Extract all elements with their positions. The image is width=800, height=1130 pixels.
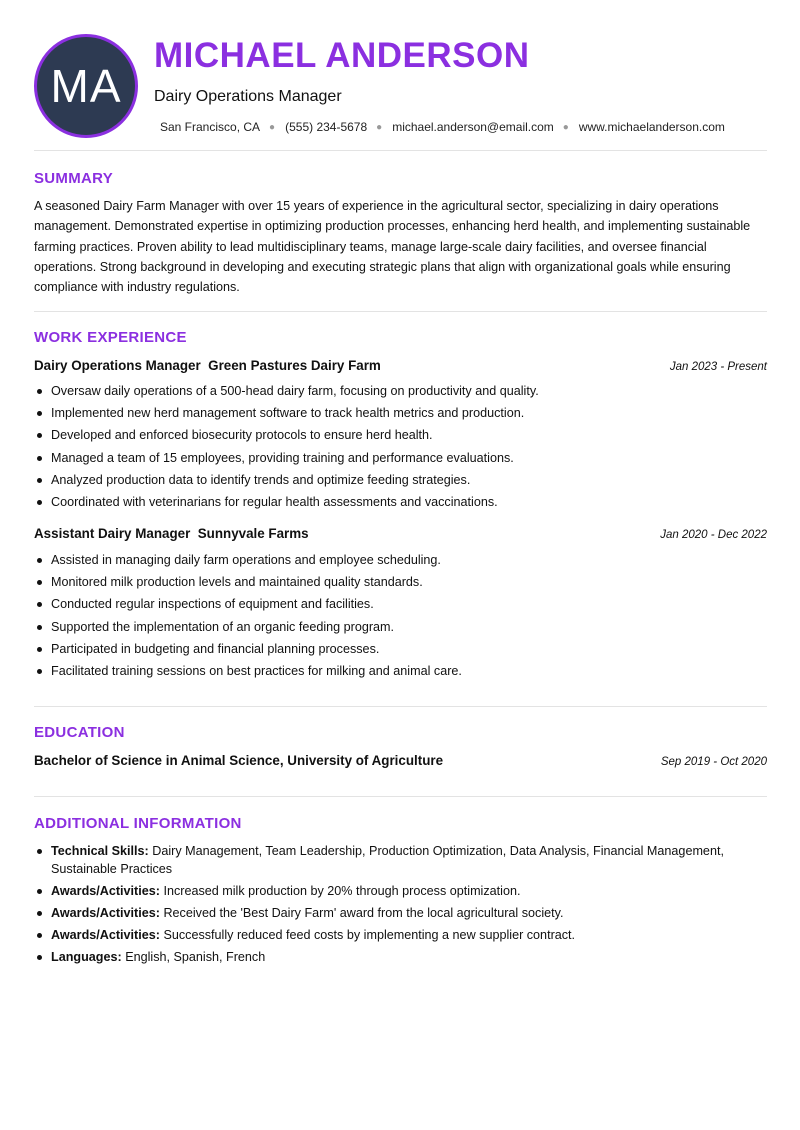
info-text: English, Spanish, French (125, 950, 266, 964)
job-dates: Jan 2023 - Present (669, 361, 767, 373)
list-item (34, 926, 767, 944)
info-label: Awards/Activities: (51, 884, 160, 898)
list-item: Analyzed production data to identify trends and optimize feeding strategies. (34, 469, 767, 491)
job-role: Dairy Operations Manager (34, 358, 201, 373)
list-item: Coordinated with veterinarians for regular health assessments and vaccinations. (34, 491, 767, 513)
list-item: Oversaw daily operations of a 500-head dairy farm, focusing on productivity and quality. (34, 380, 767, 402)
education-entry (34, 753, 767, 768)
job-company: Green Pastures Dairy Farm (208, 358, 381, 373)
summary-heading: SUMMARY (34, 170, 114, 187)
work-experience-heading: WORK EXPERIENCE (34, 329, 187, 346)
dot-separator-icon: ● (562, 121, 569, 133)
education-dates: Sep 2019 - Oct 2020 (660, 756, 767, 768)
job-entry-header (34, 526, 767, 541)
job-role: Assistant Dairy Manager (34, 526, 191, 541)
info-text: Increased milk production by 20% through process optimization. (163, 884, 521, 898)
list-item: Supported the implementation of an organic feeding program. (34, 616, 767, 638)
additional-info-list (34, 842, 767, 970)
degree: Bachelor of Science in Animal Science, University of Agriculture (34, 753, 444, 768)
avatar (34, 34, 138, 138)
list-item: Monitored milk production levels and maintained quality standards. (34, 571, 767, 593)
job-bullet-list (34, 549, 767, 682)
list-item: Facilitated training sessions on best practices for milking and animal care. (34, 660, 767, 682)
contact-location: San Francisco, CA (160, 120, 261, 134)
section-divider (34, 796, 767, 797)
education-heading: EDUCATION (34, 724, 125, 741)
list-item (34, 842, 767, 878)
info-text: Received the 'Best Dairy Farm' award from the local agricultural society. (163, 906, 564, 920)
job-title: Dairy Operations Manager (154, 88, 342, 105)
contact-website[interactable]: www.michaelanderson.com (578, 120, 725, 134)
dot-separator-icon: ● (269, 121, 276, 133)
job-bullet-list (34, 380, 767, 513)
list-item: Managed a team of 15 employees, providing training and performance evaluations. (34, 447, 767, 469)
list-item (34, 904, 767, 922)
candidate-name: MICHAEL ANDERSON (154, 36, 530, 75)
contact-line (160, 120, 725, 134)
avatar-initials: MA (50, 60, 122, 112)
job-role-company (34, 526, 309, 541)
section-divider (34, 150, 767, 151)
info-label: Awards/Activities: (51, 928, 160, 942)
dot-separator-icon: ● (376, 121, 383, 133)
job-dates: Jan 2020 - Dec 2022 (660, 529, 767, 541)
job-entry-header (34, 358, 767, 373)
section-divider (34, 311, 767, 312)
list-item (34, 882, 767, 900)
job-company: Sunnyvale Farms (197, 526, 309, 541)
section-divider (34, 706, 767, 707)
info-label: Technical Skills: (51, 844, 149, 858)
list-item: Participated in budgeting and financial planning processes. (34, 638, 767, 660)
info-label: Awards/Activities: (51, 906, 160, 920)
contact-email[interactable]: michael.anderson@email.com (392, 120, 554, 134)
job-role-company (34, 358, 381, 373)
additional-info-heading: ADDITIONAL INFORMATION (34, 815, 242, 832)
contact-phone: (555) 234-5678 (285, 120, 368, 134)
list-item: Developed and enforced biosecurity protocols to ensure herd health. (34, 424, 767, 446)
resume-header (0, 0, 800, 150)
info-text: Successfully reduced feed costs by implementing a new supplier contract. (163, 928, 576, 942)
info-text: Dairy Management, Team Leadership, Production Optimization, Data Analysis, Financial Management, Sustainable Practices (51, 844, 724, 876)
info-label: Languages: (51, 950, 122, 964)
list-item: Conducted regular inspections of equipment and facilities. (34, 593, 767, 615)
list-item (34, 948, 767, 966)
summary-text: A seasoned Dairy Farm Manager with over 15 years of experience in the agricultural sector, specializing in dairy operations management. Demonstrated expertise in optimizing production processes, enhancing herd health, and implementing sustainable farming practices. Proven ability to lead multidisciplinary teams, manage large-scale dairy facilities, and oversee financial operations. Strong background in developing and executing strategic plans that align with organizational goals while ensuring compliance with industry regulations. (34, 199, 751, 295)
list-item: Assisted in managing daily farm operations and employee scheduling. (34, 549, 767, 571)
list-item: Implemented new herd management software to track health metrics and production. (34, 402, 767, 424)
